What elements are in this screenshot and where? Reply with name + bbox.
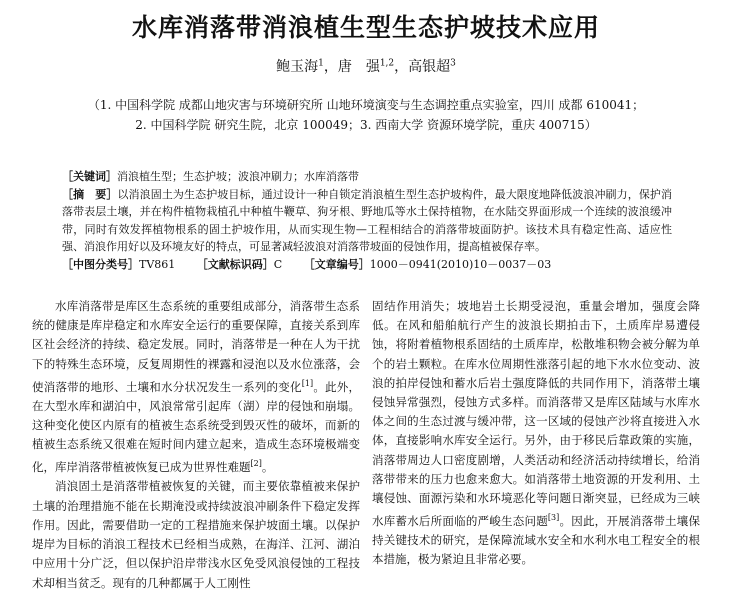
citation-ref: [3] [547, 513, 560, 523]
clc-item [62, 258, 175, 271]
author-separator: ， [323, 59, 338, 75]
body-paragraph: 消浪固土是消落带植被恢复的关键，而主要依靠植被来保护土壤的治理措施不能在长期淹没或持续波浪冲刷条件下稳定发挥作用。因此，需要借助一定的工程措施来保护坡面土壤。以保护堤岸为目标的消浪工程技术已经相当成熟，在海洋、江河、湖泊中应用十分广泛，但以保护沿岸带浅水区免受风浪侵蚀的工程技术却相当贫乏。现有的几种都属于人工刚性 [32, 479, 360, 590]
articleno-label: ［文章编号］ [303, 257, 370, 271]
author-affil-mark: 3 [450, 58, 456, 69]
doccode-value: C [273, 257, 283, 271]
body-column-right [372, 297, 700, 570]
keywords-label: ［关键词］ [62, 170, 117, 183]
body-paragraph [372, 297, 700, 570]
body-text: 。 [261, 460, 274, 475]
clc-value: TV861 [139, 257, 176, 271]
articleno-value: 1000－0941(2010)10－0037－03 [369, 257, 552, 271]
citation-ref: [1] [301, 378, 314, 388]
affiliation-line-2: 2. 中国科学院 研究生院，北京 100049；3. 西南大学 资源环境学院，重庆 400715） [135, 118, 597, 132]
author-name: 鲍玉海 [276, 59, 319, 75]
author-affil-mark: 1,2 [379, 58, 395, 69]
author-affil-mark: 1 [318, 58, 324, 69]
classification-row [62, 256, 672, 274]
body-text: 固结作用消失；坡地岩土长期受浸泡，重量会增加，强度会降低。在风和船舶航行产生的波浪长期拍击下，土质库岸易遭侵蚀，将附着植物根系固结的土质库岸，松散堆积物会被分解为单个的岩土颗粒。在库水位周期性涨落引起的地下水水位变动、波浪的拍岸侵蚀和蓄水后岩土强度降低的共同作用下，消落带土壤侵蚀异常强烈，侵蚀方式多样。而消落带又是库区陆域与水库水体之间的生态过渡与缓冲带，这一区域的侵蚀产沙将直接进入水体，直接影响水库安全运行。另外，由于移民后靠政策的实施，消落带周边人口密度剧增，人类活动和经济活动持续增长，给消落带带来的压力也愈来愈大。如消落带土地资源的开发利用、土壤侵蚀、面源污染和水环境恶化等问题日渐突显，已经成为三峡水库蓄水后所面临的严峻生态问题 [372, 299, 700, 529]
abstract-label: ［摘 要］ [62, 187, 118, 201]
author-separator: ， [394, 59, 409, 75]
articleno-item [304, 258, 552, 271]
abstract-block [62, 168, 672, 273]
author-name: 高银超 [408, 59, 451, 75]
citation-ref: [2] [250, 459, 262, 469]
author-line [0, 56, 732, 76]
doccode-item [197, 258, 282, 271]
keywords-text: 消浪植生型；生态护坡；波浪冲刷力；水库消落带 [117, 170, 359, 183]
paper-title: 水库消落带消浪植生型生态护坡技术应用 [131, 13, 600, 42]
clc-label: ［中图分类号］ [62, 257, 139, 271]
body-paragraph [32, 297, 360, 477]
author-name: 唐 强 [337, 59, 380, 75]
abstract-text: 以消浪固土为生态护坡目标，通过设计一种自锁定消浪植生型生态护坡构件，最大限度地降低波浪冲刷力，保护消落带表层土壤，并在构件植物栽植孔中种植牛鞭草、狗牙根、野地瓜等水土保持植物，在水陆交界面形成一个连续的波浪缓冲带，同时有效发挥植物根系的固土护坡作用，从而实现生物—工程相结合的消落带坡面防护。该技术具有稳定性高、适应性强、消浪作用好以及环境友好的特点，可显著减轻波浪对消落带坡面的侵蚀作用，提高植被保存率。 [62, 187, 673, 253]
body-text: 。此外，在大型水库和湖泊中，风浪常常引起库（湖）岸的侵蚀和崩塌。这种变化使区内原有的植被生态系统受到毁灭性的破坏，而新的植被生态系统又很难在短时间内建立起来，造成生态环境极端变化，库岸消落带植被恢复已成为世界性难题 [32, 379, 361, 475]
abstract-paragraph [62, 186, 672, 256]
body-column-left [32, 297, 360, 593]
affiliation-line-1: （1. 中国科学院 成都山地灾害与环境研究所 山地环境演变与生态调控重点实验室，四川 成都 610041； [87, 98, 645, 112]
doccode-label: ［文献标识码］ [196, 257, 274, 271]
keywords-paragraph [62, 168, 672, 186]
body-text: 水库消落带是库区生态系统的重要组成部分，消落带生态系统的健康是库岸稳定和水库安全运行的重要保障，直接关系到库区社会经济的持续、稳定发展。同时，消落带是一种在人为干扰下的特殊生态环境，反复周期性的裸露和浸泡以及水位涨落，会使消落带的地形、土壤和水分状况发生一系列的变化 [32, 299, 360, 394]
body-text: 。因此，开展消落带土壤保持关键技术的研究，是保障流域水安全和水利水电工程安全的根本措施，极为紧迫且非常必要。 [372, 514, 701, 567]
